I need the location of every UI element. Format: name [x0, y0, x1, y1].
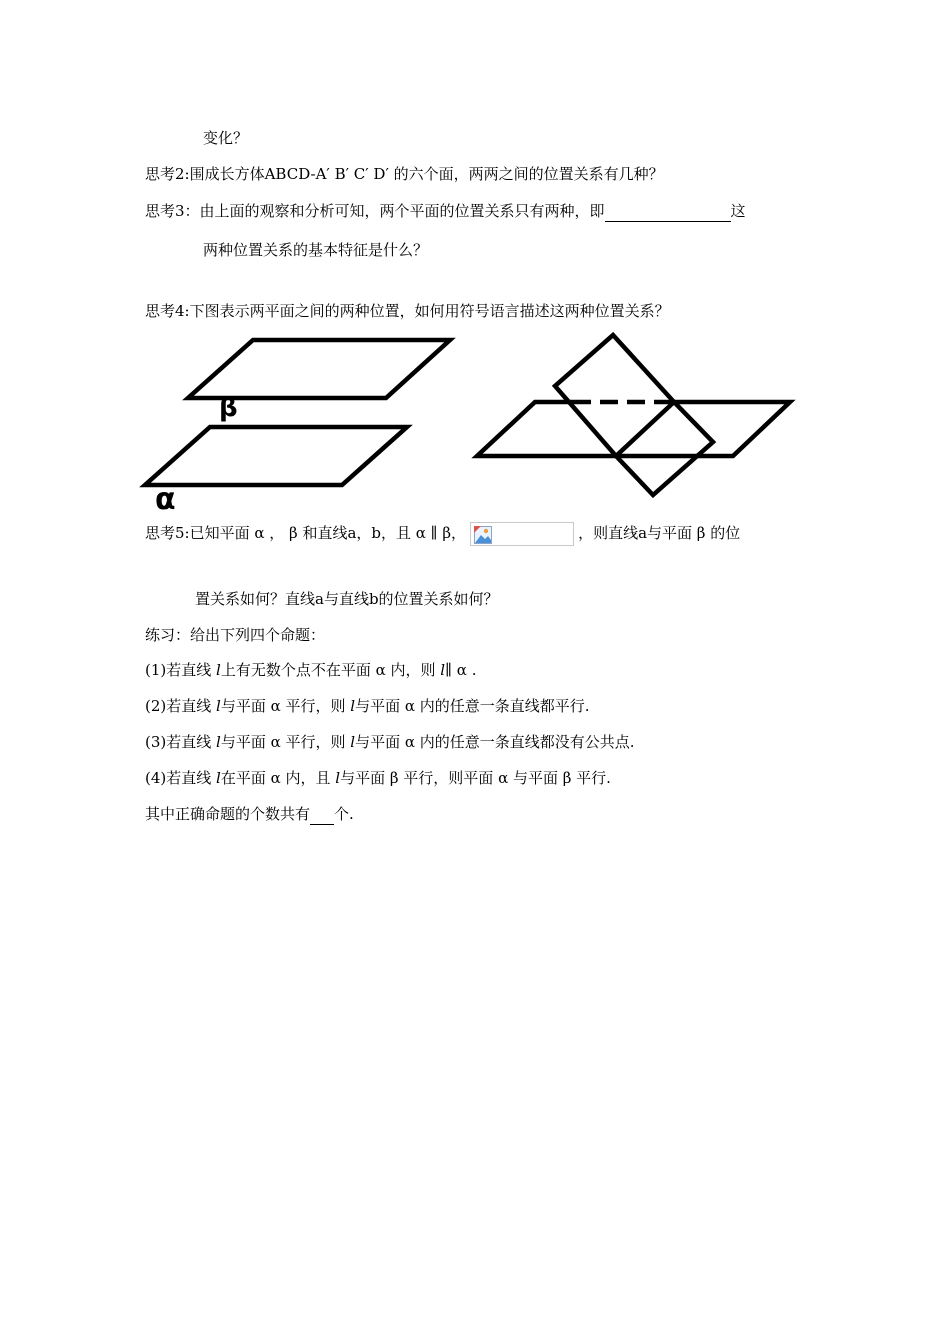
- question-4: 思考4:下图表示两平面之间的两种位置，如何用符号语言描述这两种位置关系？: [145, 302, 670, 320]
- question-5: [145, 522, 740, 546]
- proposition-1: [145, 660, 476, 680]
- question-5-continued: 置关系如何？直线a与直线b的位置关系如何？: [195, 590, 499, 608]
- label-beta: β: [219, 393, 238, 423]
- p2-l2: l: [350, 697, 356, 715]
- broken-image-icon: [470, 522, 574, 546]
- question-3-continued: 两种位置关系的基本特征是什么？: [203, 241, 429, 259]
- intersecting-planes: [477, 335, 790, 495]
- p3-l: l: [216, 733, 221, 751]
- p1-a: (1)若直线: [145, 661, 217, 679]
- p3-a: (3)若直线: [145, 733, 217, 751]
- question-5-text: 思考5:已知平面 α ， β 和直线a，b，且 α ∥ β，: [145, 524, 467, 542]
- label-alpha: α: [155, 482, 176, 510]
- proposition-2: [145, 696, 590, 716]
- p3-c: 与平面 α 平行，则: [220, 733, 351, 751]
- plane-beta: [188, 340, 450, 398]
- p4-l: l: [216, 769, 221, 787]
- question-3-text: 思考3：由上面的观察和分析可知，两个平面的位置关系只有两种，即: [145, 202, 605, 220]
- p1-c: 上有无数个点不在平面 α 内，则: [220, 661, 441, 679]
- p1-e: ∥ α .: [445, 661, 477, 679]
- proposition-4: [145, 768, 611, 788]
- p2-a: (2)若直线: [145, 697, 217, 715]
- image-placeholder-icon: [474, 526, 492, 544]
- final-question: [145, 804, 354, 825]
- p1-l2: l: [440, 661, 446, 679]
- p3-e: 与平面 α 内的任意一条直线都没有公共点.: [355, 733, 635, 751]
- answer-blank: [605, 201, 731, 222]
- question-3: [145, 201, 746, 222]
- final-question-tail: 个.: [334, 805, 354, 823]
- p4-l2: l: [335, 769, 341, 787]
- plane-diagram: [0, 330, 950, 510]
- question-5-tail: ，则直线a与平面 β 的位: [578, 524, 741, 542]
- p4-a: (4)若直线: [145, 769, 217, 787]
- count-blank: [310, 804, 334, 825]
- exercise-heading: 练习：给出下列四个命题：: [145, 626, 326, 644]
- p2-e: 与平面 α 内的任意一条直线都平行.: [355, 697, 590, 715]
- p2-c: 与平面 α 平行，则: [220, 697, 351, 715]
- text-line-1: 变化？: [203, 129, 249, 147]
- question-2: 思考2:围成长方体ABCD-A′ B′ C′ D′ 的六个面，两两之间的位置关系有几种？: [145, 165, 664, 183]
- p1-l: l: [216, 661, 221, 679]
- final-question-text: 其中正确命题的个数共有: [145, 805, 311, 823]
- question-3-tail: 这: [730, 202, 746, 220]
- proposition-3: [145, 732, 635, 752]
- plane-alpha: [145, 427, 407, 485]
- p3-l2: l: [350, 733, 356, 751]
- p2-l: l: [216, 697, 221, 715]
- p4-e: 与平面 β 平行，则平面 α 与平面 β 平行.: [340, 769, 611, 787]
- p4-c: 在平面 α 内，且: [220, 769, 336, 787]
